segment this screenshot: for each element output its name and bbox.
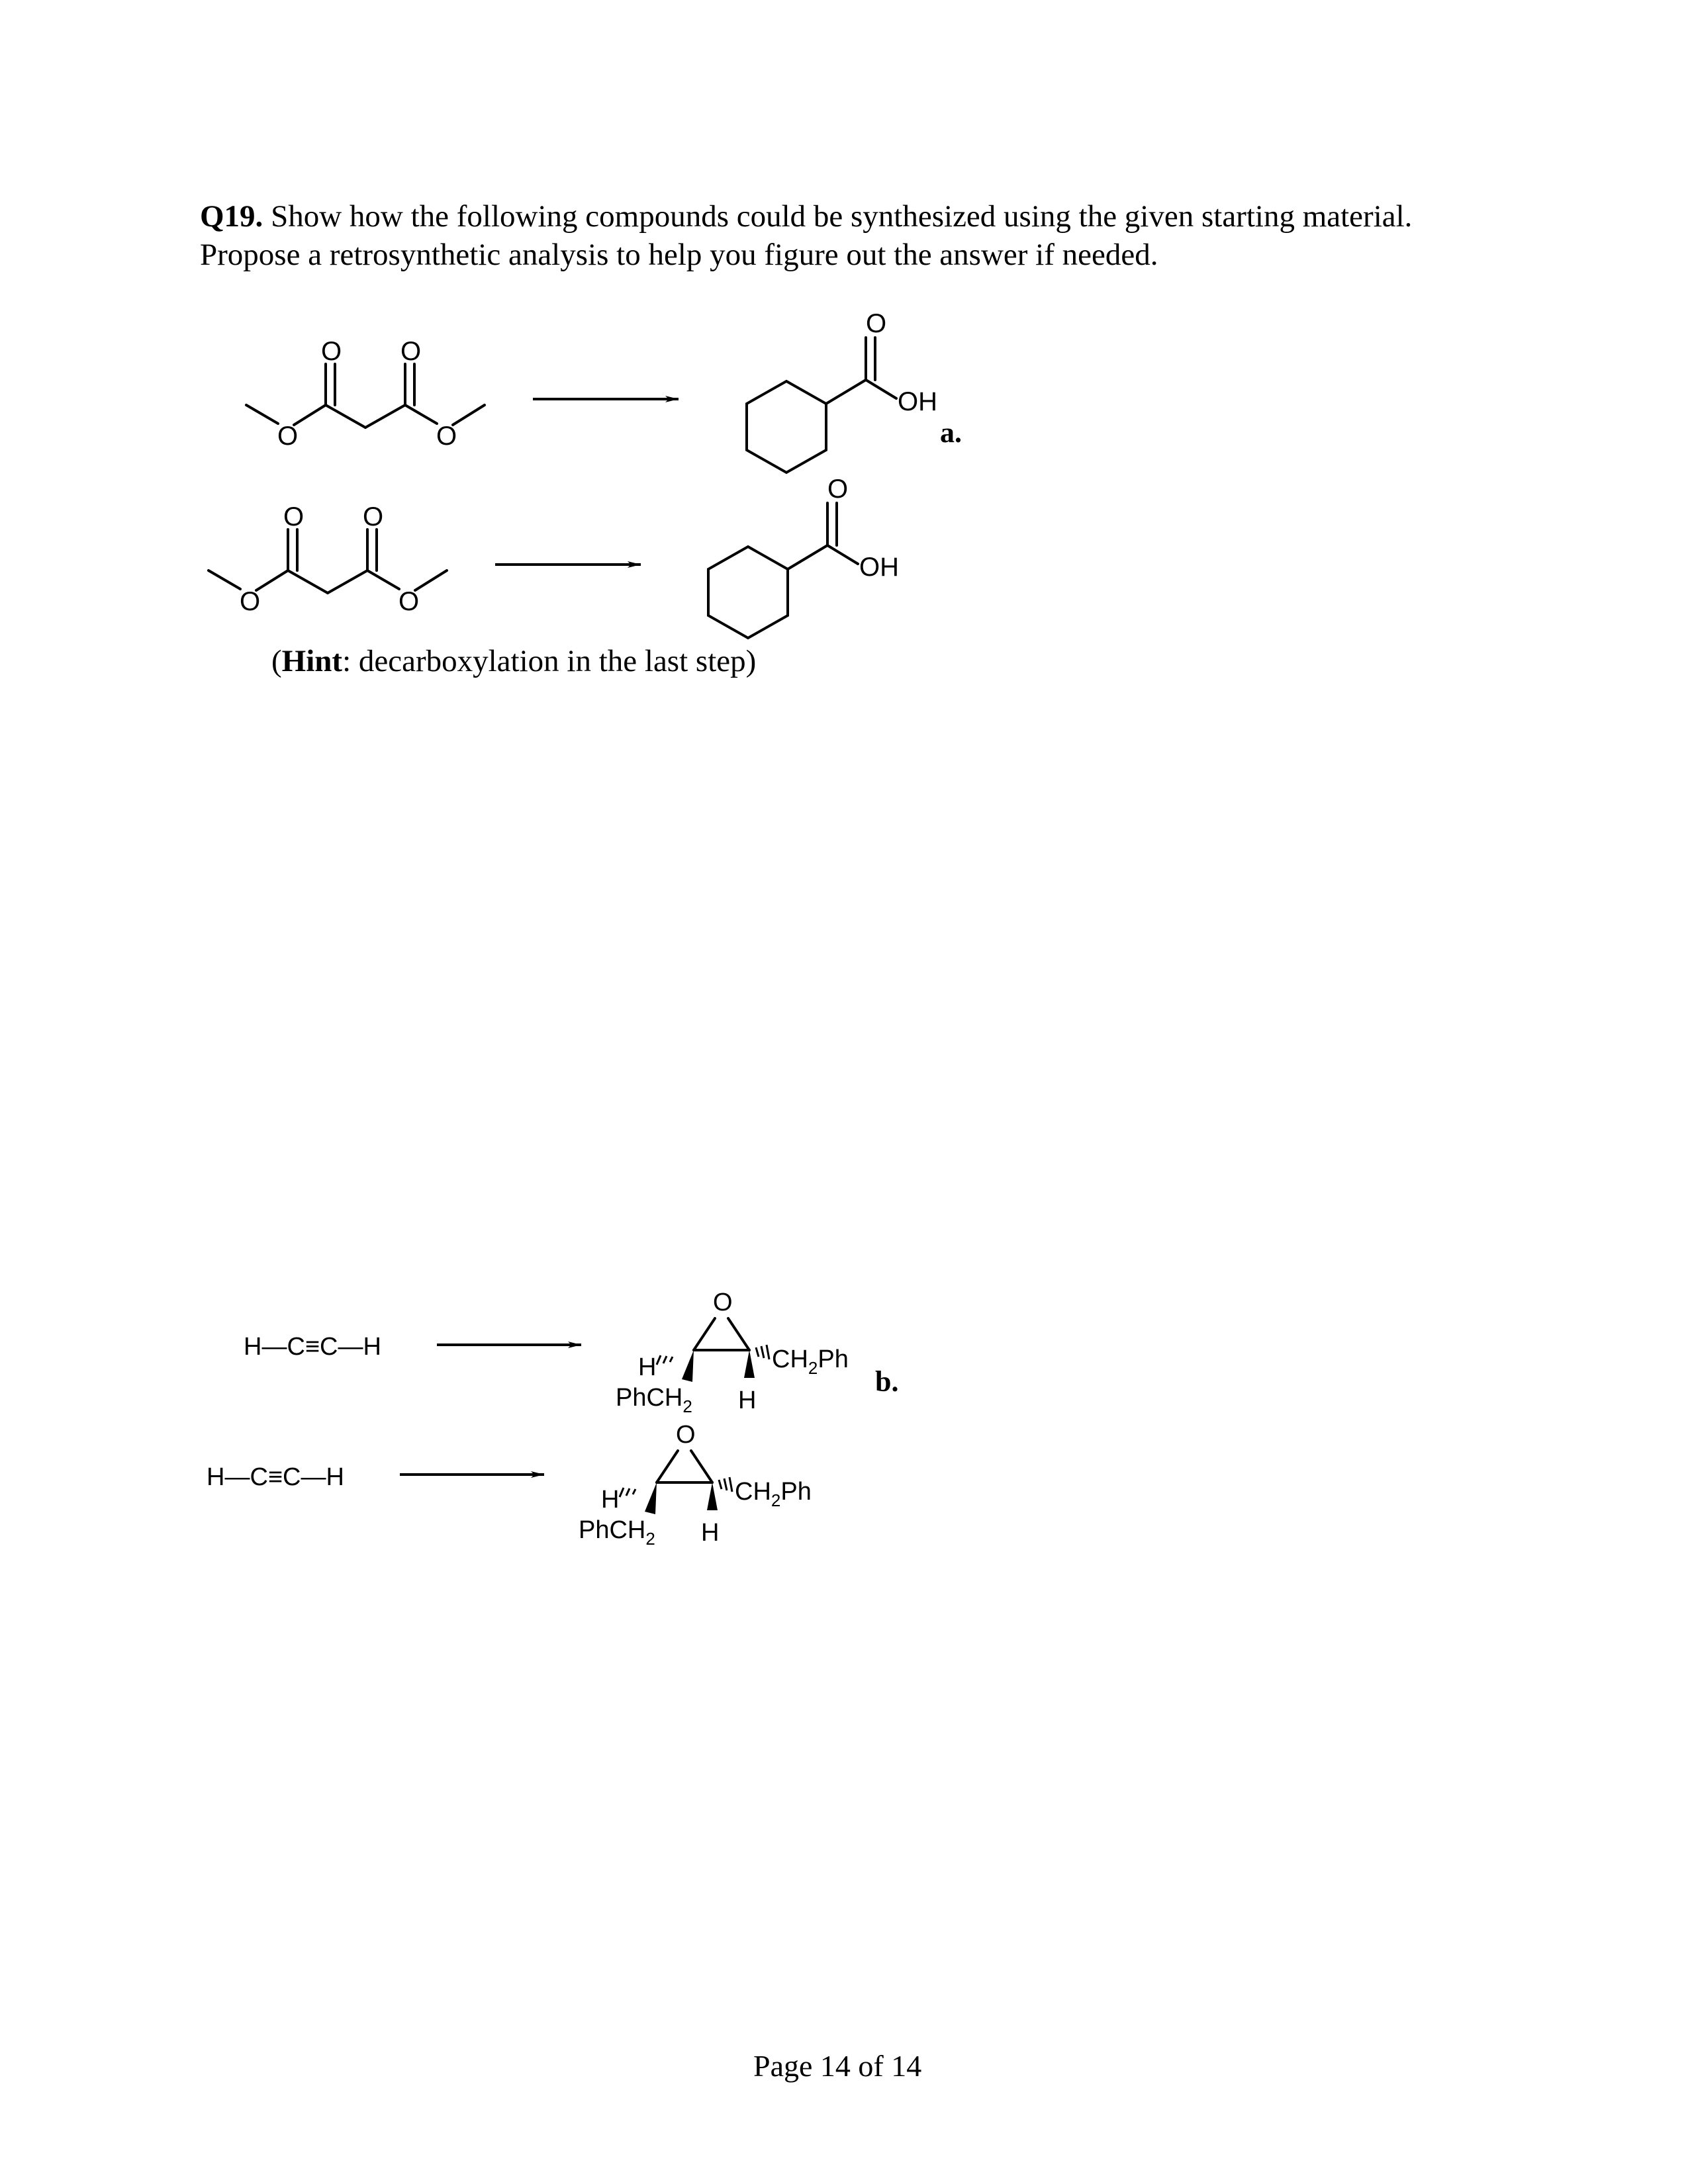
svg-text:H: H: [738, 1387, 757, 1414]
svg-text:O: O: [866, 309, 887, 338]
epoxide-structure-1: [616, 1289, 849, 1416]
acid-structure-2: [708, 475, 899, 638]
malonate-structure-1: [246, 337, 485, 451]
question-number: Q19.: [200, 199, 263, 234]
acetylene-1: H—C≡C—H: [244, 1333, 381, 1361]
acid-structure-1: [747, 309, 937, 473]
svg-text:OH: OH: [898, 387, 937, 416]
hint-bold: Hint: [281, 644, 343, 678]
svg-text:H: H: [701, 1519, 720, 1547]
svg-text:O: O: [400, 337, 422, 366]
hint-text: (Hint: decarboxylation in the last step): [271, 644, 757, 678]
svg-text:OH: OH: [859, 553, 899, 582]
epoxide-1-sub-right: $CH_2Ph$: [772, 1345, 849, 1378]
part-a-label: a.: [940, 416, 962, 449]
epoxide-2-sub-left: PhCH$_2$: [579, 1516, 655, 1549]
question-line-2: Propose a retrosynthetic analysis to help you figure out the answer if needed.: [200, 238, 1158, 272]
malonate-structure-2: [209, 502, 447, 616]
svg-text:O: O: [713, 1289, 733, 1316]
svg-text:O: O: [240, 587, 261, 616]
hint-rest: : decarboxylation in the last step): [342, 644, 757, 678]
epoxide-2-sub-right: $CH_2Ph$: [735, 1478, 812, 1510]
epoxide-structure-2: [579, 1421, 812, 1549]
svg-text:O: O: [676, 1421, 696, 1449]
acetylene-2: H—C≡C—H: [207, 1463, 344, 1491]
svg-text:O: O: [277, 422, 299, 451]
page-number: Page 14 of 14: [753, 2049, 922, 2083]
svg-text:O: O: [283, 502, 305, 531]
svg-text:O: O: [399, 587, 420, 616]
part-b-label: b.: [875, 1365, 899, 1398]
svg-text:O: O: [321, 337, 342, 366]
epoxide-1-sub-left: PhCH$_2$: [616, 1384, 692, 1416]
svg-text:H: H: [601, 1486, 620, 1514]
svg-text:O: O: [436, 422, 457, 451]
svg-text:H: H: [638, 1353, 657, 1381]
svg-text:O: O: [827, 475, 849, 504]
question-line-1: Show how the following compounds could be synthesized using the given starting material.: [271, 199, 1413, 234]
svg-text:O: O: [363, 502, 384, 531]
